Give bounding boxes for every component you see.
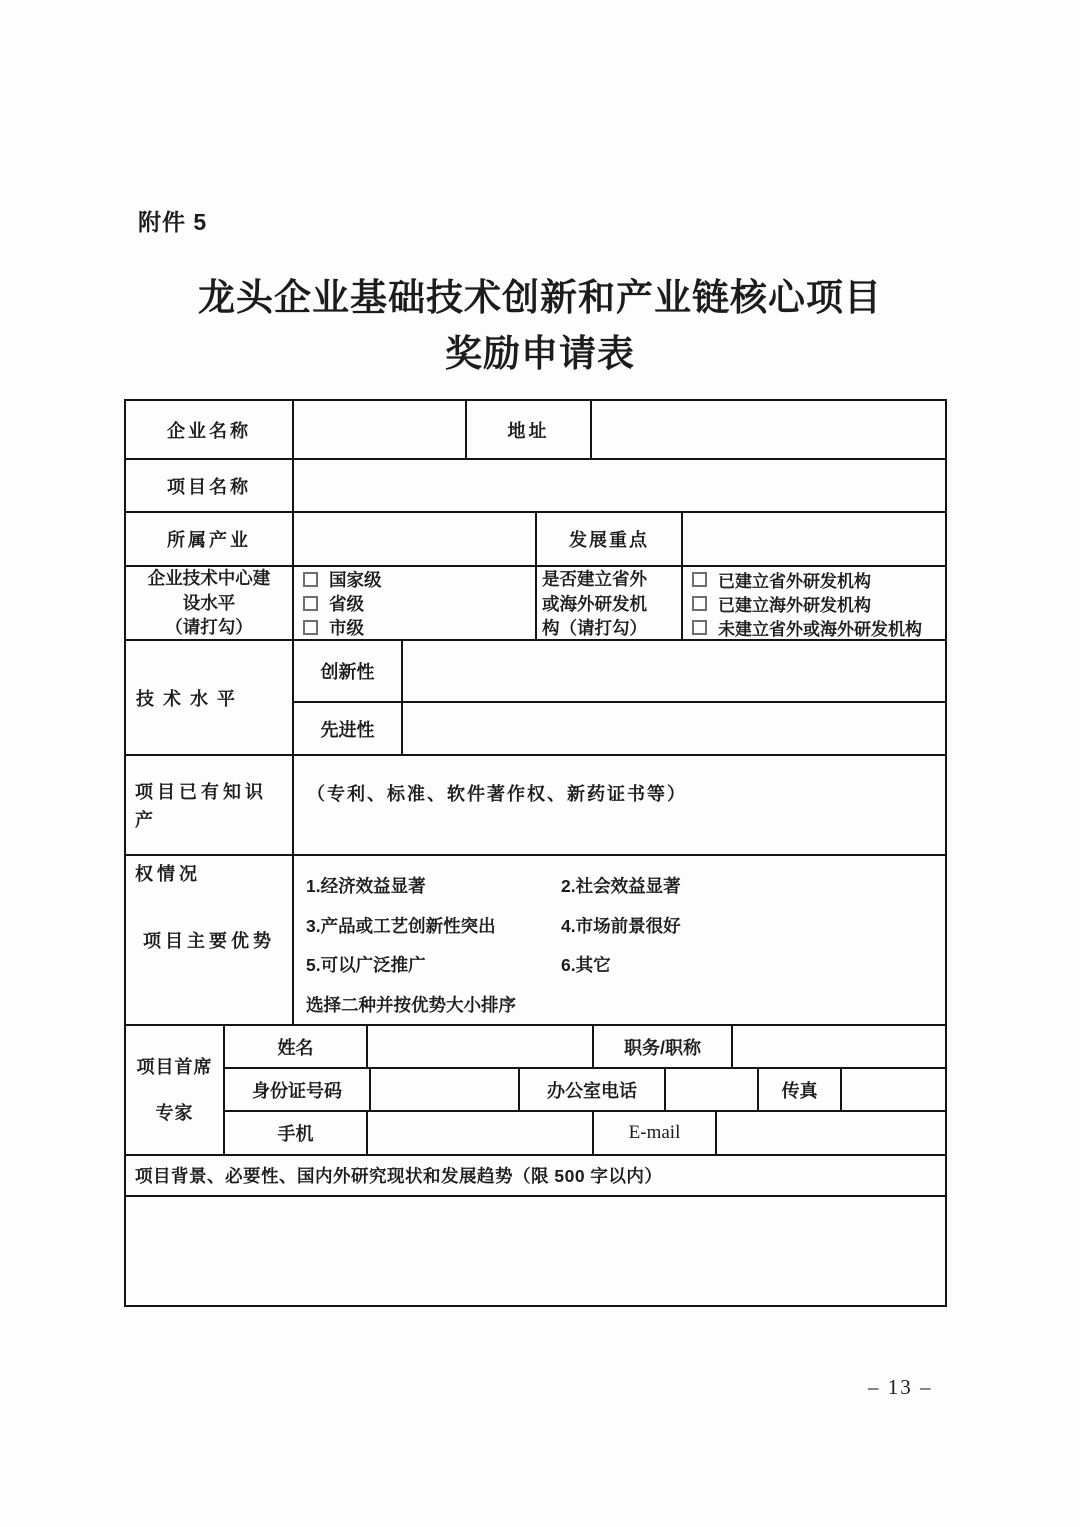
background-label: 项目背景、必要性、国内外研究现状和发展趋势（限 500 字以内） (135, 1166, 663, 1186)
row-industry-focus (126, 511, 945, 565)
row-chief-expert (126, 1024, 945, 1154)
expert-position-value-cell (731, 1026, 945, 1067)
attachment-label: 附件 5 (138, 209, 208, 235)
option-national-level: 国家级 (303, 567, 382, 591)
expert-id-label: 身份证号码 (252, 1080, 342, 1101)
checkbox-provincial-level-icon (303, 596, 318, 611)
row-tech-level (126, 639, 945, 754)
dev-focus-value-cell (681, 513, 945, 565)
expert-position-label: 职务/职称 (592, 1026, 731, 1067)
chief-expert-subtable (223, 1026, 945, 1154)
tech-level-label: 技术水平 (136, 688, 244, 709)
ip-label: 项目已有知识产 权情况 (135, 782, 267, 884)
expert-name-subrow (225, 1026, 945, 1067)
mobile-value-cell (366, 1112, 592, 1154)
form-title (0, 270, 1080, 382)
mobile-label: 手机 (277, 1124, 314, 1144)
checkbox-has-provincial-rd-icon (692, 572, 707, 587)
expert-name-label: 姓名 (277, 1037, 314, 1058)
ip-hint: （专利、标准、软件著作权、新药证书等） (292, 756, 945, 854)
row-advantages (126, 854, 945, 1024)
dev-focus-label: 发展重点 (535, 513, 681, 565)
form-title-line2: 奖励申请表 (445, 333, 635, 374)
checkbox-no-rd-icon (692, 620, 707, 635)
advancement-label: 先进性 (320, 719, 375, 740)
fax-value-cell (840, 1069, 945, 1110)
form-title-line1: 龙头企业基础技术创新和产业链核心项目 (198, 277, 882, 318)
row-background-content (126, 1195, 945, 1305)
overseas-rd-options (681, 567, 945, 639)
checkbox-municipal-level-icon (303, 620, 318, 635)
innovation-label: 创新性 (320, 662, 375, 682)
project-name-label: 项目名称 (167, 476, 251, 497)
expert-id-value-cell (369, 1069, 518, 1110)
advancement-subrow (294, 701, 945, 754)
advantages-line-2: 3.产品或工艺创新性突出 4.市场前景很好 (306, 915, 681, 936)
advantages-line-1: 1.经济效益显著 2.社会效益显著 (306, 876, 681, 897)
tech-center-label: 企业技术中心建 设水平 （请打勾） (147, 568, 271, 638)
address-label: 地址 (465, 401, 590, 458)
advantages-line-3: 5.可以广泛推广 6.其它 (306, 955, 611, 976)
tech-center-options (292, 567, 535, 639)
row-ip-status (126, 754, 945, 884)
advancement-value-cell (401, 703, 945, 754)
background-content-cell (126, 1197, 945, 1305)
advantages-body (292, 856, 945, 1024)
tech-level-subtable (292, 641, 945, 754)
checkbox-national-level-icon (303, 572, 318, 587)
row-project-name (126, 458, 945, 511)
advantages-label: 项目主要优势 (143, 931, 275, 951)
option-has-provincial-rd: 已建立省外研发机构 (692, 567, 871, 591)
overseas-rd-label: 是否建立省外 或海外研发机 构（请打勾） (535, 567, 681, 639)
row-tech-center (126, 565, 945, 639)
chief-expert-label: 项目首席 专家 (136, 1057, 213, 1123)
application-form-table (124, 399, 947, 1307)
innovation-value-cell (401, 641, 945, 701)
option-municipal-level: 市级 (303, 615, 364, 639)
industry-value-cell (292, 513, 535, 565)
industry-label: 所属产业 (167, 530, 251, 550)
email-label: E-mail (592, 1112, 715, 1154)
option-no-rd: 未建立省外或海外研发机构 (692, 615, 922, 639)
expert-mobile-subrow (225, 1110, 945, 1154)
expert-id-subrow (225, 1067, 945, 1110)
row-background-label (126, 1154, 945, 1195)
fax-label: 传真 (757, 1069, 840, 1110)
option-has-overseas-rd: 已建立海外研发机构 (692, 591, 871, 615)
office-phone-value-cell (664, 1069, 757, 1110)
company-name-value-cell (292, 401, 465, 458)
innovation-subrow (294, 641, 945, 701)
expert-name-value-cell (366, 1026, 592, 1067)
option-provincial-level: 省级 (303, 591, 364, 615)
project-name-value-cell (292, 460, 945, 511)
checkbox-has-overseas-rd-icon (692, 596, 707, 611)
address-value-cell (590, 401, 945, 458)
page-number: – 13 – (868, 1375, 933, 1399)
row-company-address (126, 401, 945, 458)
company-name-label: 企业名称 (167, 420, 251, 441)
advantages-note: 选择二种并按优势大小排序 (306, 994, 516, 1015)
office-phone-label: 办公室电话 (518, 1069, 664, 1110)
email-value-cell (715, 1112, 945, 1154)
